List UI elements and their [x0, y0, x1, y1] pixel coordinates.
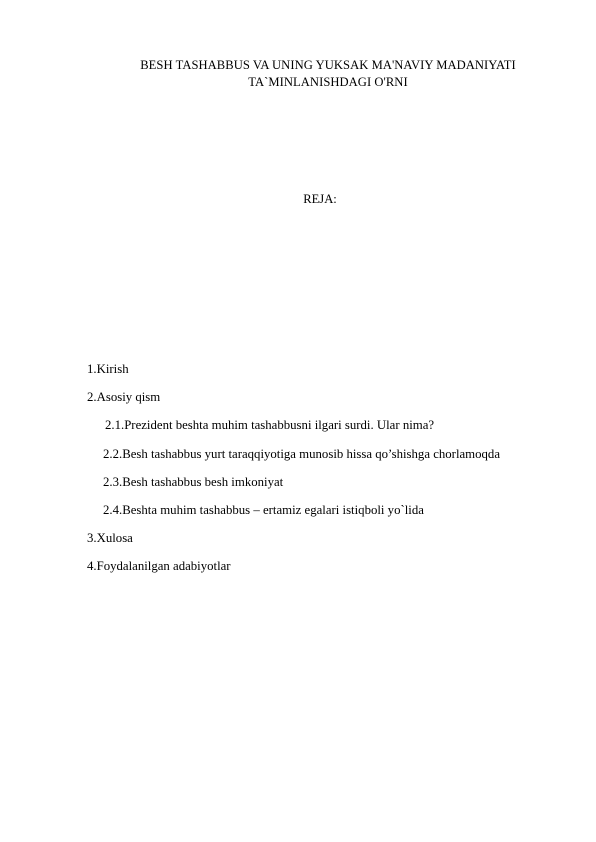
plan-subitem-2-3: 2.3.Besh tashabbus besh imkoniyat [103, 475, 284, 489]
plan-subitem-2-1: 2.1.Prezident beshta muhim tashabbusni ilgari surdi. Ular nima? [105, 418, 435, 432]
plan-item-references: 4.Foydalanilgan adabiyotlar [87, 559, 231, 573]
title-line-2: TA`MINLANISHDAGI O'RNI [248, 74, 408, 89]
plan-subitem-2-4: 2.4.Beshta muhim tashabbus – ertamiz egalari istiqboli yo`lida [103, 503, 424, 517]
plan-item-main-part: 2.Asosiy qism [87, 390, 161, 404]
plan-heading: REJA: [303, 192, 337, 206]
plan-subitem-2-2: 2.2.Besh tashabbus yurt taraqqiyotiga munosib hissa qo’shishga chorlamoqda [103, 447, 501, 461]
plan-item-introduction: 1.Kirish [87, 362, 129, 376]
plan-item-conclusion: 3.Xulosa [87, 531, 133, 545]
title-line-1: BESH TASHABBUS VA UNING YUKSAK MA'NAVIY MADANIYATI [140, 58, 516, 72]
